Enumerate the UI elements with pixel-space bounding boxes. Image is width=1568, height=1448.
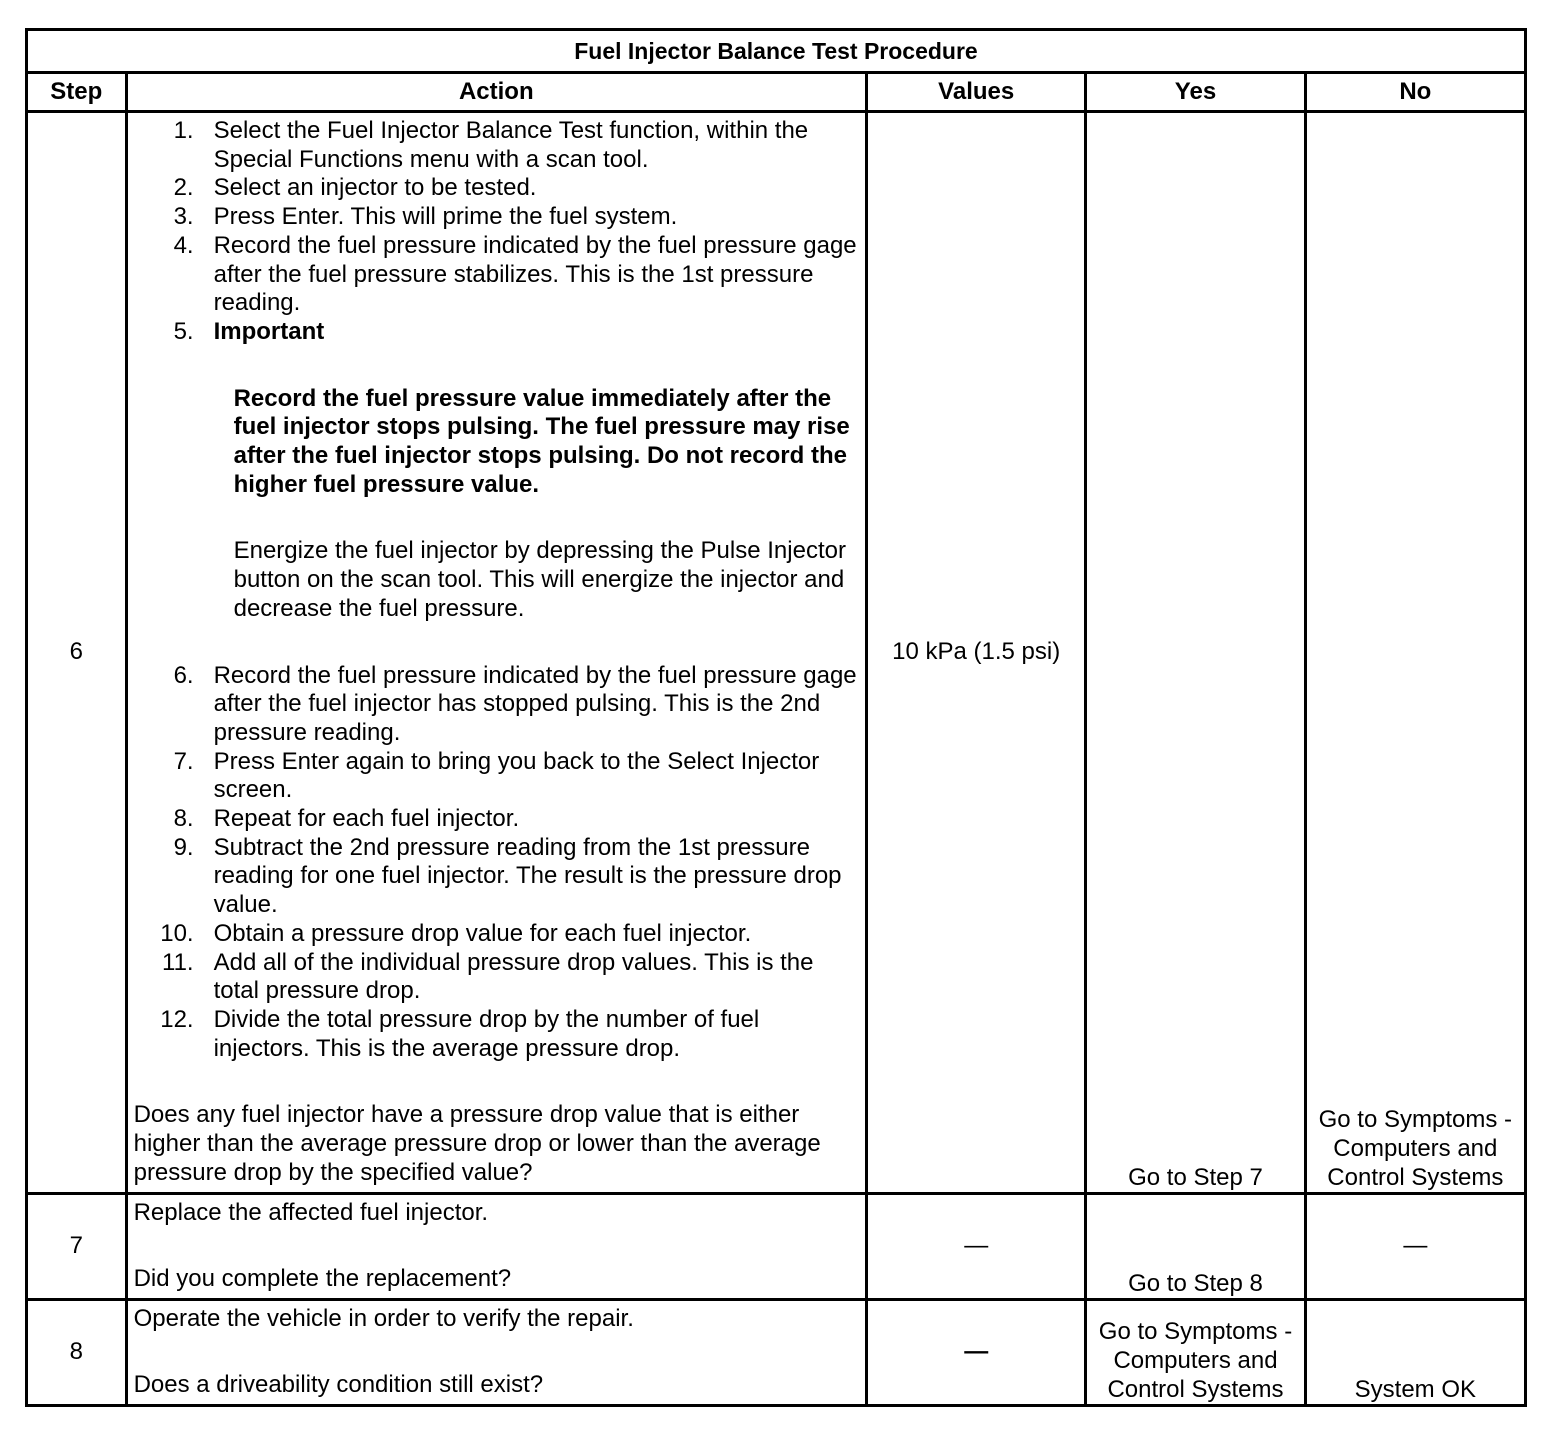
no-cell-text: Go to Symptoms - Computers and Control Systems	[1318, 1105, 1513, 1191]
yes-cell: Go to Step 8	[1086, 1193, 1305, 1299]
yes-cell	[1086, 1299, 1305, 1405]
no-cell	[1305, 112, 1525, 1194]
list-item: 7. Press Enter again to bring you back to the Select Injector screen.	[173, 747, 820, 804]
action-steps-list-b	[134, 662, 861, 1064]
action-question: Does any fuel injector have a pressure drop value that is either higher than the average pressure drop or lower than the average pressure drop by the specified value?	[133, 1101, 821, 1186]
table-row	[27, 1193, 1526, 1299]
action-instruction: Replace the affected fuel injector.	[133, 1198, 489, 1226]
action-cell	[126, 112, 866, 1194]
action-question: Does a driveability condition still exist?	[133, 1370, 544, 1398]
energize-instruction: Energize the fuel injector by depressing the Pulse Injector button on the scan tool. This will energize the injector and decrease the fuel pressure.	[233, 537, 846, 622]
header-action: Action	[126, 73, 866, 112]
step-number: 6	[27, 112, 127, 1194]
no-cell: —	[1305, 1193, 1525, 1299]
step-number: 8	[27, 1299, 127, 1405]
list-item: 3. Press Enter. This will prime the fuel system.	[173, 203, 678, 231]
list-item: 11. Add all of the individual pressure drop values. This is the total pressure drop.	[162, 948, 814, 1005]
table-row	[27, 112, 1526, 1194]
list-item: 8. Repeat for each fuel injector.	[173, 805, 520, 833]
header-no: No	[1305, 73, 1525, 112]
values-cell: 10 kPa (1.5 psi)	[867, 112, 1086, 1194]
list-item: 5. Important	[173, 317, 325, 345]
list-item: 9. Subtract the 2nd pressure reading from the 1st pressure reading for one fuel injector. The result is the pressure drop value.	[173, 833, 842, 919]
table-title: Fuel Injector Balance Test Procedure	[27, 30, 1526, 73]
yes-cell: Go to Step 7	[1086, 112, 1305, 1194]
yes-cell-text: Go to Symptoms - Computers and Control Systems	[1098, 1317, 1293, 1403]
no-cell: System OK	[1305, 1299, 1525, 1405]
values-cell: —	[867, 1193, 1086, 1299]
list-item: 6. Record the fuel pressure indicated by the fuel pressure gage after the fuel injector has stopped pulsing. This is the 2nd pressure reading.	[173, 661, 857, 746]
action-cell	[126, 1193, 866, 1299]
important-note: Record the fuel pressure value immediately after the fuel injector stops pulsing. The fuel pressure may rise after the fuel injector stops pulsing. Do not record the higher fuel pressure value.	[233, 384, 850, 498]
step-number: 7	[27, 1193, 127, 1299]
action-instruction: Operate the vehicle in order to verify the repair.	[133, 1304, 634, 1332]
list-item: 1. Select the Fuel Injector Balance Test function, within the Special Functions menu with a scan tool.	[173, 117, 809, 173]
list-item: 4. Record the fuel pressure indicated by the fuel pressure gage after the fuel pressure stabilizes. This is the 1st pressure reading.	[173, 231, 857, 317]
action-steps-list-a	[134, 117, 861, 347]
header-step: Step	[27, 73, 127, 112]
list-item: 10. Obtain a pressure drop value for each fuel injector.	[160, 919, 752, 947]
table-row	[27, 1299, 1526, 1405]
list-item: 12. Divide the total pressure drop by the number of fuel injectors. This is the average pressure drop.	[160, 1005, 760, 1062]
header-yes: Yes	[1086, 73, 1305, 112]
header-row	[27, 73, 1526, 112]
header-values: Values	[867, 73, 1086, 112]
action-cell	[126, 1299, 866, 1405]
procedure-table	[25, 28, 1527, 1407]
list-item: 2. Select an injector to be tested.	[173, 174, 537, 202]
action-question: Did you complete the replacement?	[133, 1264, 512, 1292]
values-cell: —	[867, 1299, 1086, 1405]
